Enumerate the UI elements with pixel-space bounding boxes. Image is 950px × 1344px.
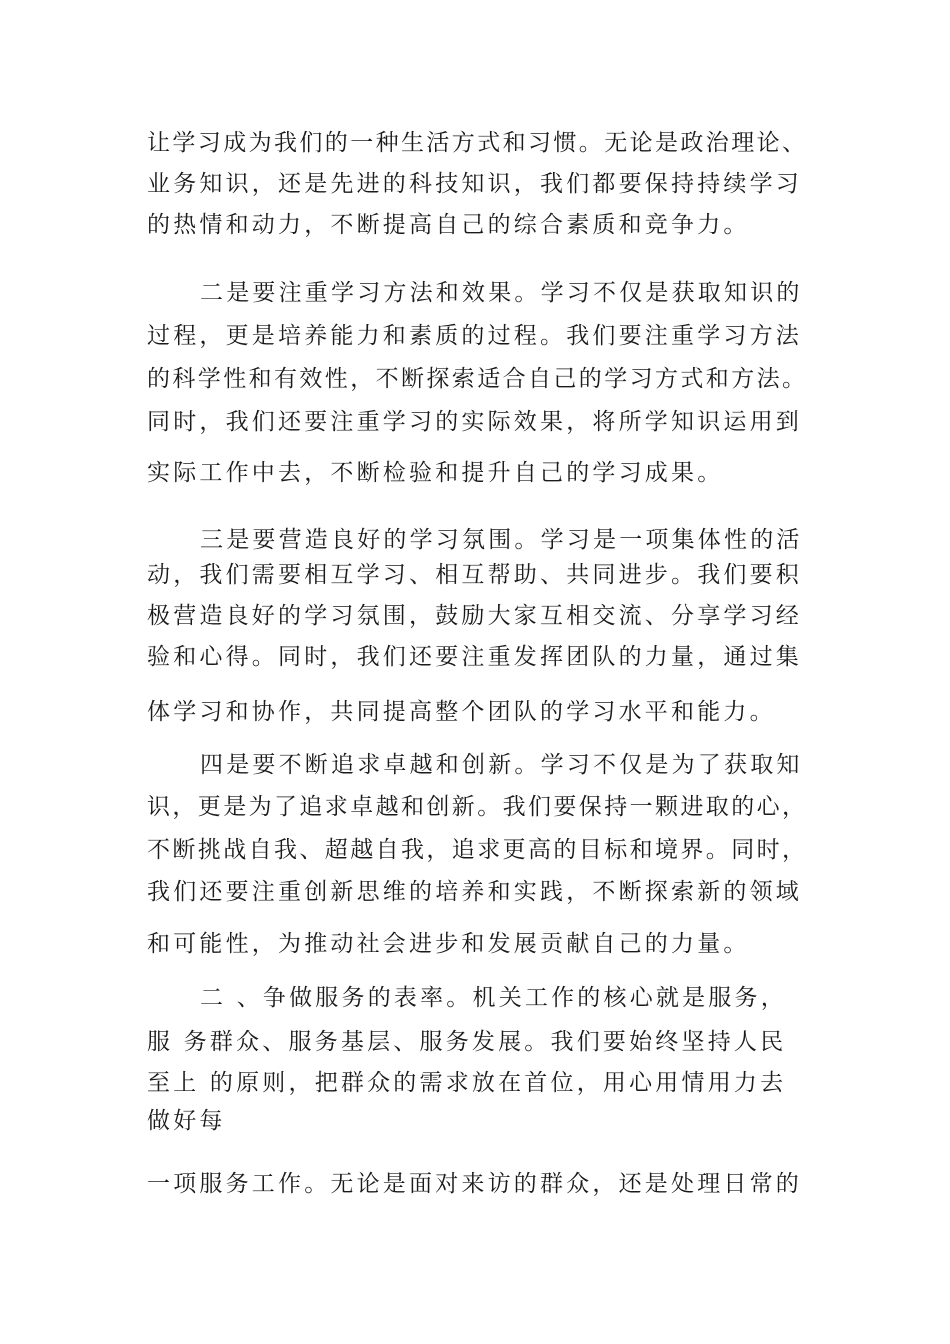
text-line: 一项服务工作。无论是面对来访的群众，还是处理日常的	[147, 1171, 802, 1197]
text-line: 我们还要注重创新思维的培养和实践，不断探索新的领域	[147, 879, 802, 905]
text-line: 的科学性和有效性，不断探索适合自己的学习方式和方法。	[147, 366, 808, 392]
text-line: 至上 的原则，把群众的需求放在首位，用心用情用力去	[147, 1070, 787, 1096]
text-line: 做好每	[147, 1108, 226, 1134]
text-line: 业务知识，还是先进的科技知识，我们都要保持持续学习	[147, 171, 802, 197]
text-line: 极营造良好的学习氛围，鼓励大家互相交流、分享学习经	[147, 603, 802, 629]
text-line: 让学习成为我们的一种生活方式和习惯。无论是政治理论、	[147, 130, 808, 156]
text-line: 实际工作中去，不断检验和提升自己的学习成果。	[147, 460, 724, 486]
section-heading-line: 二 、争做服务的表率。机关工作的核心就是服务，	[200, 985, 787, 1011]
paragraph-start-line: 四是要不断追求卓越和创新。学习不仅是为了获取知	[200, 752, 803, 778]
text-line: 验和心得。同时，我们还要注重发挥团队的力量，通过集	[147, 644, 802, 670]
text-line: 不断挑战自我、超越自我，追求更高的目标和境界。同时，	[147, 837, 808, 863]
text-line: 同时，我们还要注重学习的实际效果，将所学知识运用到	[147, 409, 802, 435]
text-line: 动，我们需要相互学习、相互帮助、共同进步。我们要积	[147, 562, 802, 588]
paragraph-start-line: 二是要注重学习方法和效果。学习不仅是获取知识的	[200, 280, 803, 306]
paragraph-start-line: 三是要营造良好的学习氛围。学习是一项集体性的活	[200, 527, 803, 553]
text-line: 和可能性，为推动社会进步和发展贡献自己的力量。	[147, 931, 750, 957]
text-line: 体学习和协作，共同提高整个团队的学习水平和能力。	[147, 699, 776, 725]
text-line: 的热情和动力，不断提高自己的综合素质和竞争力。	[147, 212, 750, 238]
text-line: 过程，更是培养能力和素质的过程。我们要注重学习方法	[147, 323, 802, 349]
text-line: 识，更是为了追求卓越和创新。我们要保持一颗进取的心，	[147, 794, 808, 820]
text-line: 服 务群众、服务基层、服务发展。我们要始终坚持人民	[147, 1029, 787, 1055]
